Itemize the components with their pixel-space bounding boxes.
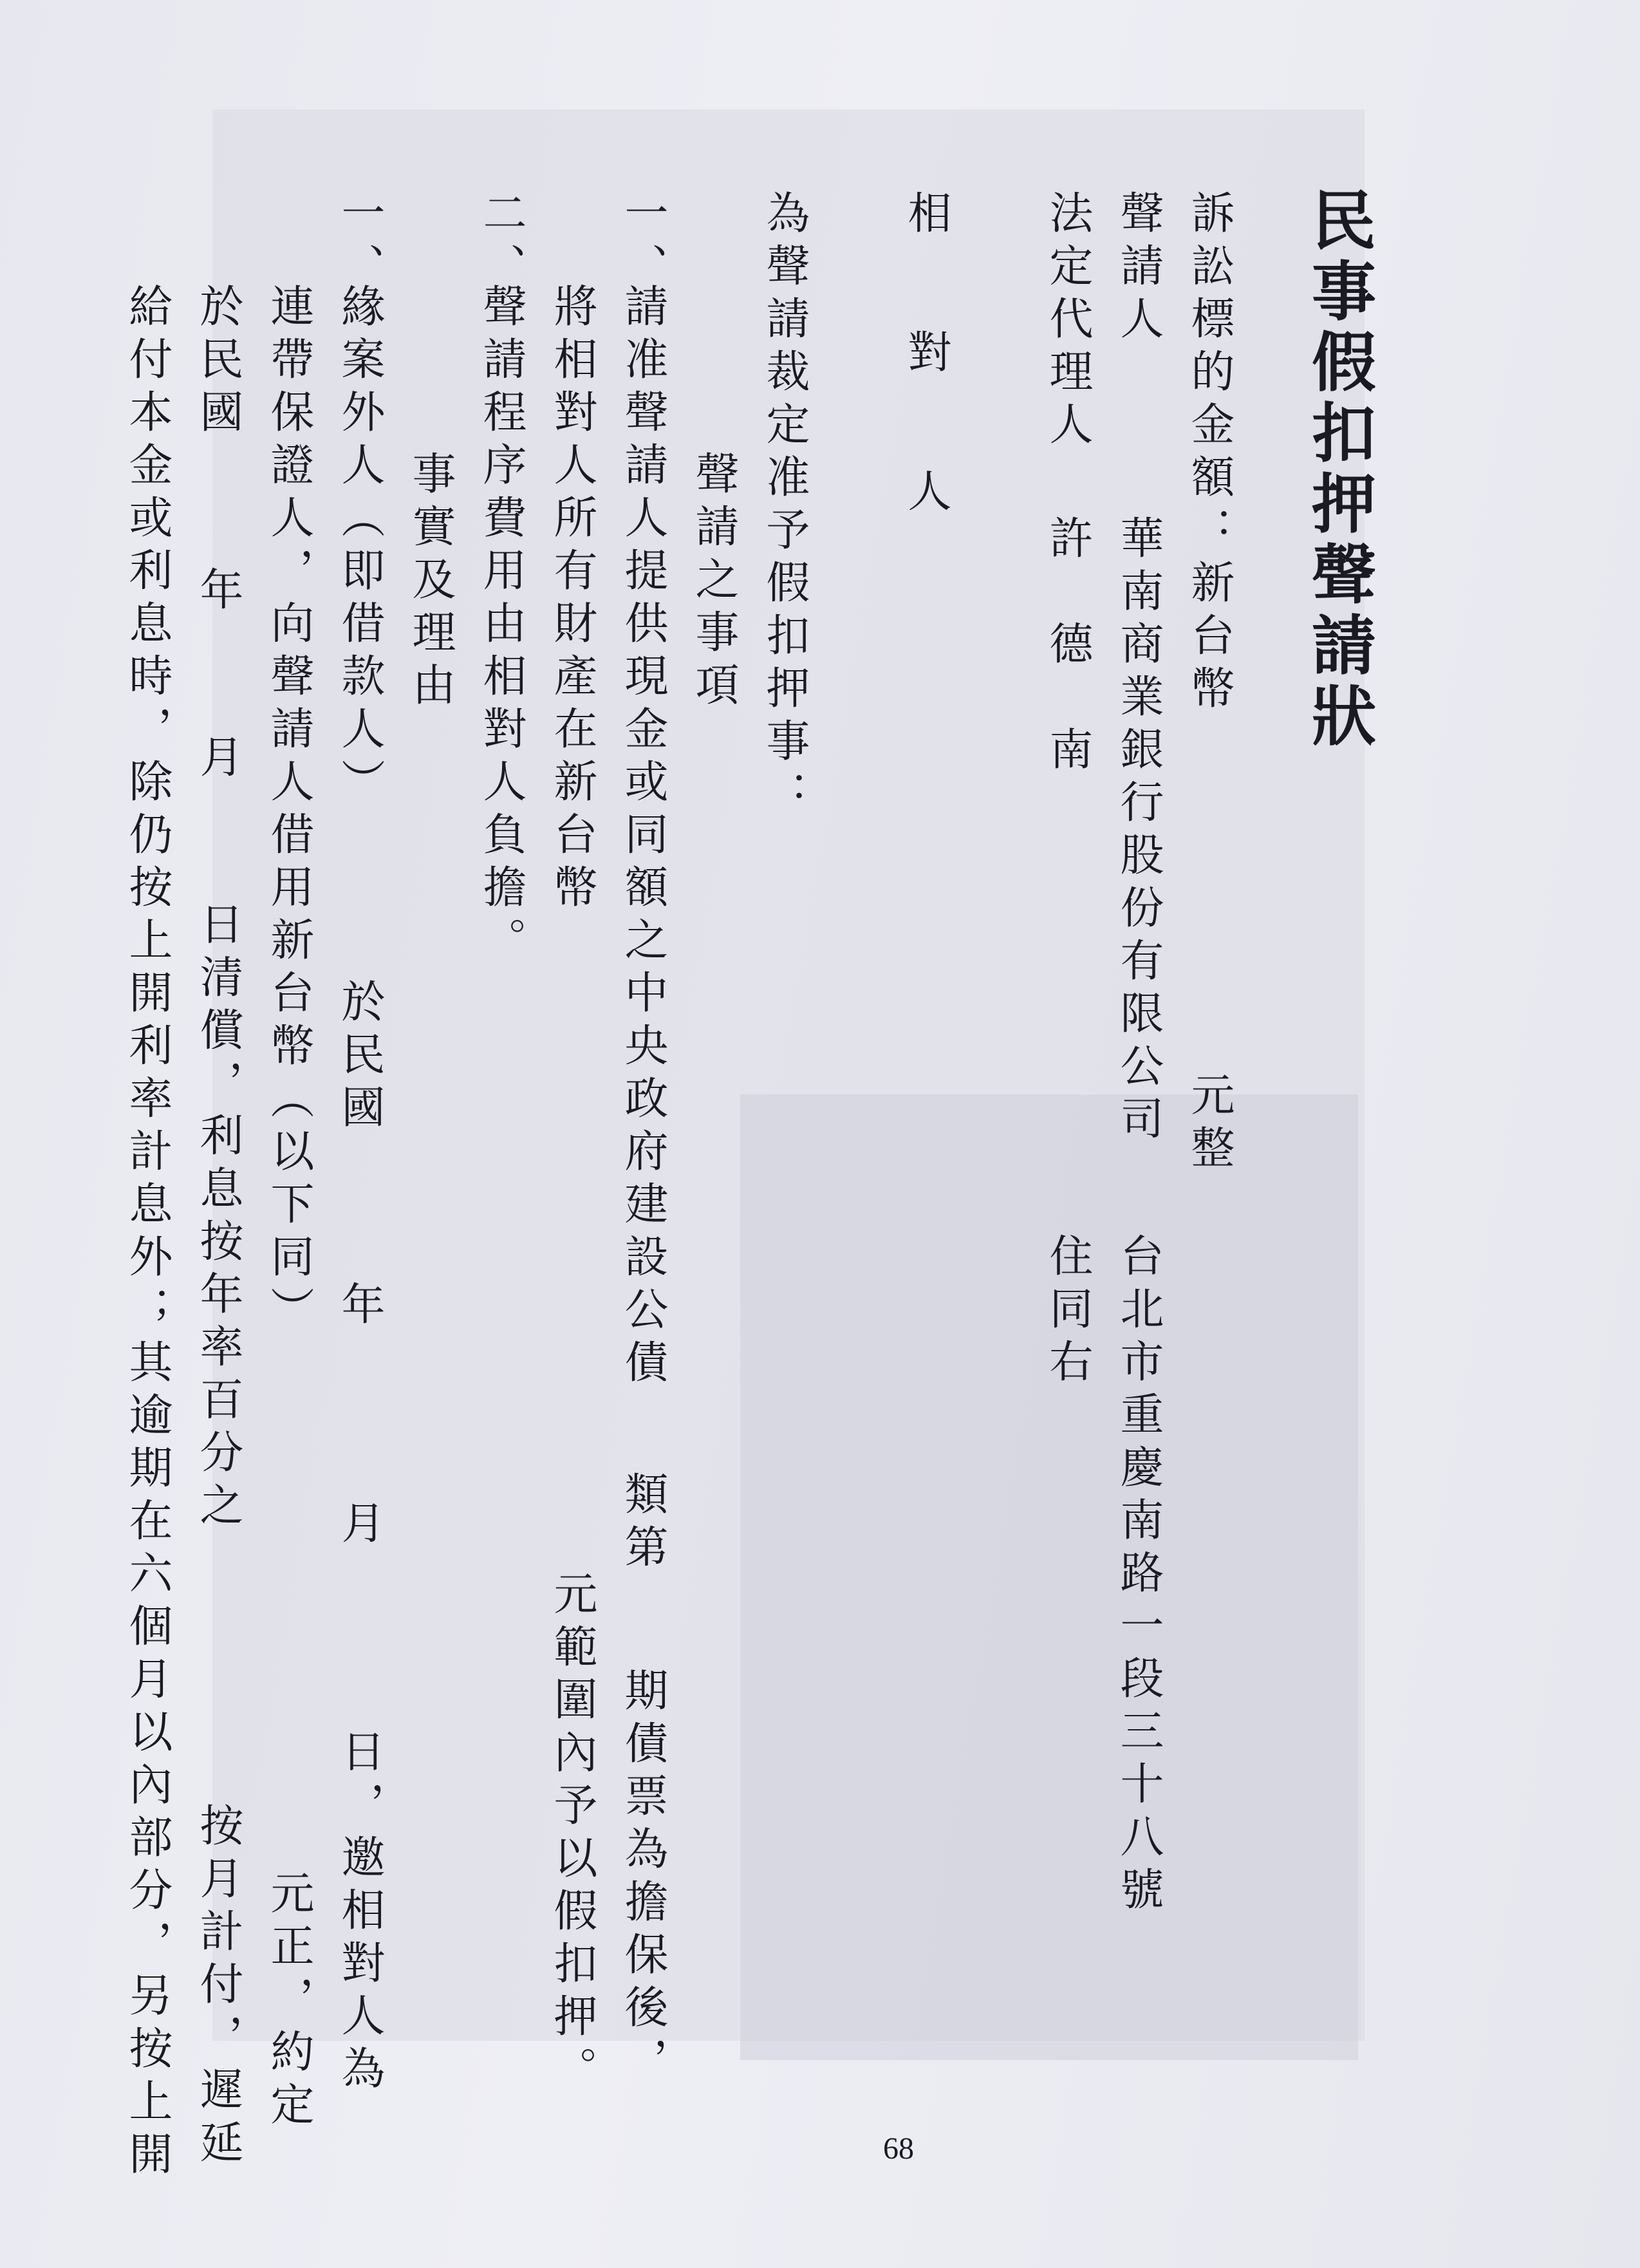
request-item1-text-c: 期債票為擔保後， (617, 1667, 668, 2090)
request-item1-continued-b: 元範圍內予以假扣押。 (546, 1571, 597, 2099)
applicant-name: 華南商業銀行股份有限公司 (1113, 515, 1164, 1148)
request-item1-number: 一、 (617, 190, 668, 295)
facts-line1-e: 日，邀相對人為 (334, 1729, 385, 2098)
claim-amount-label: 訴訟標的金額：新台幣 (1184, 190, 1235, 718)
representative-name: 許 德 南 (1042, 515, 1093, 779)
facts-item1-number: 一、 (334, 190, 385, 295)
facts-line3-c: 月 (192, 734, 243, 787)
request-item2-number: 二、 (476, 190, 526, 295)
facts-section-title: 事實及理由 (405, 451, 456, 715)
request-item1-text: 請准聲請人提供現金或同額之中央政府建設公債 (617, 283, 668, 1392)
claim-amount-unit: 元整 (1184, 1072, 1235, 1177)
facts-line3-b: 年 (192, 567, 243, 619)
page-number: 68 (883, 2132, 914, 2166)
request-item1-text-b: 類第 (617, 1471, 668, 1577)
request-item2-text: 聲請程序費用由相對人負擔。 (476, 283, 526, 970)
facts-line2: 連帶保證人，向聲請人借用新台幣（以下同） (263, 283, 314, 1339)
facts-line1-c: 年 (334, 1281, 385, 1334)
facts-line1: 緣案外人（即借款人） (334, 283, 385, 811)
representative-address: 住同右 (1042, 1233, 1093, 1391)
facts-line1-d: 月 (334, 1500, 385, 1553)
document-title: 民事假扣押聲請狀 (1301, 187, 1377, 753)
facts-line1-b: 於民國 (334, 979, 385, 1137)
facts-line2-b: 元正，約定 (263, 1870, 314, 2134)
request-intro: 為聲請裁定准予假扣押事： (759, 190, 810, 823)
representative-label: 法定代理人 (1042, 190, 1093, 454)
request-section-title: 聲請之事項 (688, 451, 739, 715)
respondent-label: 相 對 人 (900, 190, 951, 538)
applicant-label: 聲請人 (1113, 190, 1164, 348)
facts-line3-d: 日清償，利息按年率百分之 (192, 901, 243, 1535)
facts-line4: 給付本金或利息時，除仍按上開利率計息外；其逾期在六個月以內部分，另按上開 (122, 283, 172, 2184)
facts-line3: 於民國 (192, 283, 243, 442)
facts-line3-e: 按月計付，遲延 (192, 1803, 243, 2172)
request-item1-continued: 將相對人所有財產在新台幣 (546, 283, 597, 917)
applicant-address: 台北市重慶南路一段三十八號 (1113, 1233, 1164, 1919)
